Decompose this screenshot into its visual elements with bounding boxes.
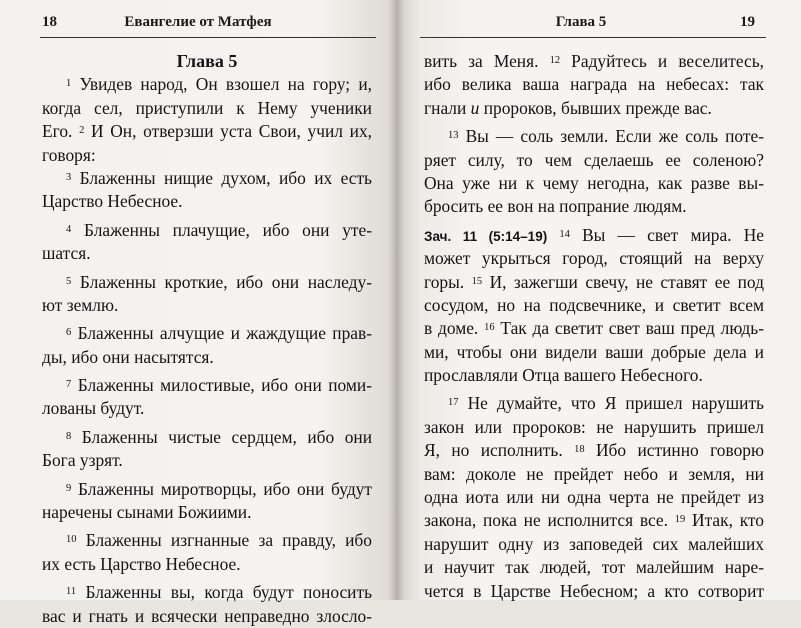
verse-line: ибо велика ваша награда на небесах: так	[424, 74, 764, 95]
verse-line: лованы будут.	[42, 398, 145, 419]
verse-number: 13	[448, 130, 459, 142]
left-header-rule	[40, 37, 376, 38]
verse-line: Я, но исполнить. $^{18}$ Ибо истинно говорю	[424, 440, 764, 461]
verse-line: закона, пока не исполнится все. $^{19}$ Итак, кто	[424, 510, 764, 531]
verse-line: ряет силу, то чем сделаешь ее соленою?	[424, 149, 764, 170]
right-page-number: 19	[740, 14, 755, 30]
verse-number: 11	[66, 586, 77, 598]
verse-line: шатся.	[42, 243, 91, 264]
verse-number: 17	[448, 397, 459, 409]
verse-line: Бога узрят.	[42, 450, 123, 471]
verse-number: 10	[66, 534, 77, 546]
verse-number: 2	[79, 125, 85, 137]
verse-line: Она уже ни к чему негодна, как разве вы-	[424, 172, 764, 193]
reading-marker: Зач. 11 (5:14–19)	[424, 228, 548, 244]
verse-line: $^8$ Блаженны чистые сердцем, ибо они	[66, 426, 373, 447]
chapter-title: Глава 5	[176, 51, 238, 71]
verse-number: 14	[559, 228, 570, 240]
verse-line: $^{10}$ Блаженны изгнанные за правду, ибо	[66, 530, 372, 551]
verse-line: $^4$ Блаженны плачущие, ибо они уте-	[66, 219, 372, 240]
left-text-block	[42, 50, 372, 628]
verse-line: горы. $^{15}$ И, зажегши свечу, не ставят ее под	[424, 271, 764, 292]
verse-line: прославляли Отца вашего Небесного.	[424, 365, 703, 386]
left-running-head: Евангелие от Матфея	[124, 14, 272, 30]
book-gutter	[388, 0, 404, 600]
verse-number: 7	[66, 379, 72, 391]
verse-number: 9	[66, 482, 72, 494]
verse-line: вас и гнать и всячески неправедно злосло-	[42, 605, 372, 626]
verse-line: $^{13}$ Вы — соль земли. Если же соль поте-	[448, 126, 764, 147]
verse-line: и научит так людей, тот малейшим наре-	[424, 557, 764, 578]
verse-line: $^7$ Блаженны милостивые, ибо они поми-	[66, 375, 372, 396]
verse-line: может укрыться город, стоящий на верху	[424, 248, 764, 269]
left-page	[0, 0, 396, 626]
verse-line: бросить ее вон на попрание людям.	[424, 196, 687, 217]
right-text-block	[424, 50, 764, 603]
verse-line: когда сел, приступили к Нему ученики	[42, 97, 372, 118]
verse-number: 19	[674, 514, 686, 526]
verse-line: $^{11}$ Блаженны вы, когда будут поносить	[66, 582, 373, 603]
verse-line: $^3$ Блаженны нищие духом, ибо их есть	[66, 167, 372, 188]
verse-line: в доме. $^{16}$ Так да светит свет ваш пред людь-	[424, 318, 764, 339]
verse-line: $^6$ Блаженны алчущие и жаждущие прав-	[66, 323, 372, 344]
verse-number: 12	[549, 55, 561, 66]
verse-line: $^5$ Блаженны кроткие, ибо они наследу-	[66, 271, 372, 292]
verse-line: нарушит одну из заповедей сих малейших	[424, 533, 764, 554]
verse-number: 15	[471, 275, 483, 287]
verse-number: 1	[66, 78, 72, 90]
verse-line: одна иота или ни одна черта не прейдет из	[424, 487, 764, 508]
verse-line: наречены сынами Божиими.	[42, 502, 252, 523]
verse-line: чется в Царстве Небесном; а кто сотворит	[424, 580, 764, 601]
verse-line: ды, ибо они насытятся.	[42, 346, 214, 367]
verse-line: $^9$ Блаженны миротворцы, ибо они будут	[66, 478, 372, 499]
verse-line: закон или пророков: не нарушить пришел	[424, 416, 764, 437]
verse-number: 18	[574, 444, 585, 456]
verse-number: 4	[66, 223, 72, 235]
verse-line: сосудом, но на подсвечнике, и светит всем	[424, 294, 764, 315]
verse-line: говоря:	[42, 144, 96, 165]
right-header-rule	[420, 37, 766, 38]
verse-line: $^{17}$ Не думайте, что Я пришел нарушить	[448, 393, 764, 414]
verse-line: Его. $^2$ И Он, отверзши уста Свои, учил их,	[42, 121, 372, 142]
left-page-number: 18	[42, 14, 57, 30]
verse-line: их есть Царство Небесное.	[42, 553, 241, 574]
verse-number: 16	[484, 322, 495, 334]
verse-number: 5	[66, 275, 72, 287]
verse-number: 6	[66, 327, 72, 339]
verse-line: $^1$ Увидев народ, Он взошел на гору; и,	[66, 74, 372, 95]
verse-line: Царство Небесное.	[42, 191, 183, 212]
verse-line: гнали и пророков, бывших прежде вас.	[424, 97, 712, 118]
right-running-head: Глава 5	[555, 14, 607, 30]
verse-line: вам: доколе не прейдет небо и земля, ни	[424, 463, 764, 484]
verse-line: вить за Меня. $^{12}$ Радуйтесь и веселитесь,	[424, 51, 764, 71]
verse-number: 3	[66, 171, 72, 183]
verse-number: 8	[66, 430, 72, 442]
verse-line: ют землю.	[42, 294, 119, 315]
verse-line: Зач. 11 (5:14–19) $^{14}$ Вы — свет мира. Не	[424, 224, 764, 245]
right-page	[396, 0, 801, 600]
verse-line: ми, чтобы они видели ваши добрые дела и	[424, 341, 764, 362]
